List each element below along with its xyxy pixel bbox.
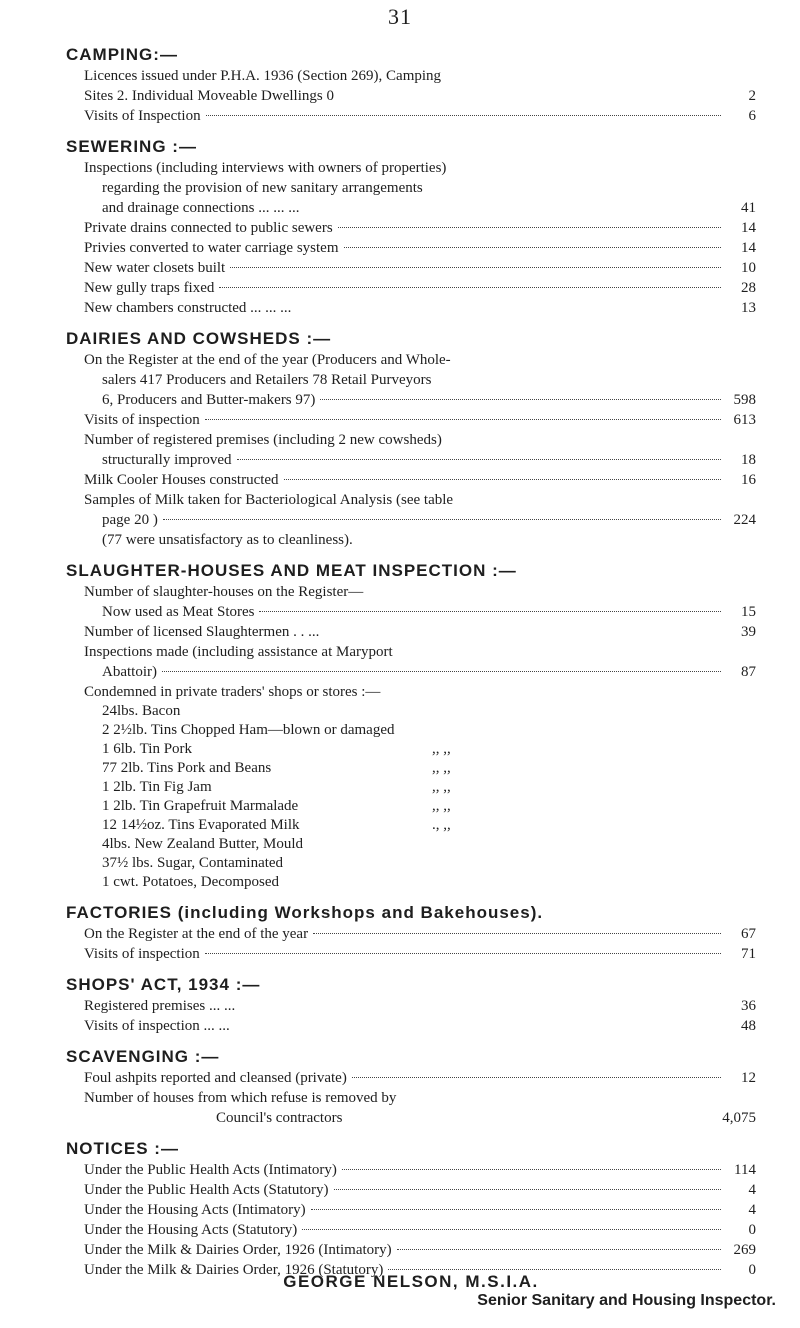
report-row	[66, 530, 756, 550]
dot-leader	[320, 399, 721, 400]
row-label: New chambers constructed ... ... ...	[84, 300, 292, 316]
section-heading: SEWERING :—	[66, 137, 197, 156]
report-row	[66, 582, 756, 602]
signature-block	[66, 1268, 776, 1310]
dot-leader	[313, 933, 721, 934]
report-row	[66, 602, 756, 622]
row-value: 12	[741, 1070, 756, 1086]
report-row	[66, 470, 756, 490]
condemned-item-condition: ,, ,,	[432, 779, 451, 795]
row-label: Registered premises ... ...	[84, 998, 236, 1014]
report-row	[66, 430, 756, 450]
condemned-item	[66, 873, 756, 892]
report-row	[66, 198, 756, 218]
report-row	[66, 622, 756, 642]
row-value: 269	[733, 1242, 756, 1258]
report-row	[66, 410, 756, 430]
section-heading: FACTORIES (including Workshops and Bakehouses).	[66, 903, 544, 922]
report-row	[66, 390, 756, 410]
row-label: Inspections (including interviews with owners of properties)	[84, 160, 447, 176]
section-heading: DAIRIES AND COWSHEDS :—	[66, 329, 332, 348]
condemned-item-name: 24lbs. Bacon	[102, 703, 181, 719]
condemned-item-name: 1 2lb. Tin Grapefruit Marmalade	[102, 798, 299, 814]
row-value: 2	[748, 88, 756, 104]
report-row	[66, 1180, 756, 1200]
condemned-item-name: 2 2½lb. Tins Chopped Ham—blown or damaged	[102, 722, 395, 738]
row-label: regarding the provision of new sanitary arrangements	[102, 180, 423, 196]
row-label: Visits of inspection ... ...	[84, 1018, 230, 1034]
row-value: 4,075	[722, 1110, 756, 1126]
dot-leader	[205, 953, 721, 954]
row-value: 16	[741, 472, 756, 488]
row-value: 114	[734, 1162, 756, 1178]
row-label: Foul ashpits reported and cleansed (private)	[84, 1070, 347, 1086]
report-row	[66, 1200, 756, 1220]
condemned-item-name: 1 2lb. Tin Fig Jam	[102, 779, 212, 795]
report-row	[66, 1016, 756, 1036]
report-row	[66, 350, 756, 370]
row-label: structurally improved	[102, 452, 232, 468]
row-label: Under the Milk & Dairies Order, 1926 (Statutory)	[84, 1262, 384, 1278]
report-row	[66, 1068, 756, 1088]
row-label: Sites 2. Individual Moveable Dwellings 0	[84, 88, 334, 104]
row-label: Number of registered premises (including 2 new cowsheds)	[84, 432, 442, 448]
condemned-item-name: 37½ lbs. Sugar, Contaminated	[102, 855, 284, 871]
row-label: Visits of inspection	[84, 412, 200, 428]
row-label: Number of houses from which refuse is removed by	[84, 1090, 397, 1106]
report-row	[66, 682, 756, 702]
report-row	[66, 106, 756, 126]
dot-leader	[352, 1077, 721, 1078]
condemned-item	[66, 740, 756, 759]
condemned-item	[66, 835, 756, 854]
report-body	[66, 40, 756, 1280]
report-row	[66, 258, 756, 278]
dot-leader	[259, 611, 721, 612]
dot-leader	[219, 287, 721, 288]
dot-leader	[344, 247, 722, 248]
row-label: 6, Producers and Butter-makers 97)	[102, 392, 316, 408]
condemned-item	[66, 854, 756, 873]
condemned-item-condition: ,, ,,	[432, 798, 451, 814]
row-value: 598	[733, 392, 756, 408]
row-label: New water closets built	[84, 260, 226, 276]
report-row	[66, 298, 756, 318]
report-row	[66, 1160, 756, 1180]
row-label: Under the Housing Acts (Intimatory)	[84, 1202, 306, 1218]
row-value: 13	[741, 300, 756, 316]
report-row	[66, 1108, 756, 1128]
row-label: Private drains connected to public sewers	[84, 220, 333, 236]
row-value: 39	[741, 624, 756, 640]
section-heading: SHOPS' ACT, 1934 :—	[66, 975, 261, 994]
condemned-item-name: 12 14½oz. Tins Evaporated Milk	[102, 817, 300, 833]
report-row	[66, 450, 756, 470]
row-value: 48	[741, 1018, 756, 1034]
condemned-item-name: 1 cwt. Potatoes, Decomposed	[102, 874, 280, 890]
row-value: 0	[748, 1262, 756, 1278]
row-label: Milk Cooler Houses constructed	[84, 472, 279, 488]
dot-leader	[162, 671, 721, 672]
row-value: 71	[741, 946, 756, 962]
row-label: Under the Housing Acts (Statutory)	[84, 1222, 298, 1238]
row-value: 10	[741, 260, 756, 276]
row-label: Visits of inspection	[84, 946, 200, 962]
report-row	[66, 1220, 756, 1240]
dot-leader	[284, 479, 721, 480]
condemned-item-condition: ., ,,	[432, 817, 451, 833]
row-value: 14	[741, 220, 756, 236]
row-value: 224	[733, 512, 756, 528]
section-heading: CAMPING:—	[66, 45, 178, 64]
row-value: 4	[748, 1182, 756, 1198]
dot-leader	[334, 1189, 721, 1190]
row-value: 87	[741, 664, 756, 680]
row-label: page 20 )	[102, 512, 158, 528]
signatory-name: GEORGE NELSON, M.S.I.A.	[283, 1272, 539, 1291]
report-row	[66, 924, 756, 944]
dot-leader	[205, 419, 721, 420]
row-label: Number of licensed Slaughtermen . . ...	[84, 624, 320, 640]
section-heading: SCAVENGING :—	[66, 1047, 220, 1066]
condemned-item	[66, 759, 756, 778]
row-value: 67	[741, 926, 756, 942]
report-row	[66, 158, 756, 178]
row-label: Visits of Inspection	[84, 108, 201, 124]
report-row	[66, 218, 756, 238]
row-label: Privies converted to water carriage system	[84, 240, 339, 256]
report-row	[66, 238, 756, 258]
row-label: New gully traps fixed	[84, 280, 215, 296]
report-row	[66, 510, 756, 530]
page-number: 31	[388, 4, 412, 29]
report-row	[66, 996, 756, 1016]
row-label: On the Register at the end of the year	[84, 926, 309, 942]
row-label: and drainage connections ... ... ...	[102, 200, 300, 216]
report-row	[66, 662, 756, 682]
report-row	[66, 178, 756, 198]
row-value: 41	[741, 200, 756, 216]
row-value: 14	[741, 240, 756, 256]
condemned-item-name: 1 6lb. Tin Pork	[102, 741, 193, 757]
row-value: 0	[748, 1222, 756, 1238]
condemned-item	[66, 721, 756, 740]
condemned-item	[66, 702, 756, 721]
row-value: 15	[741, 604, 756, 620]
row-label: Samples of Milk taken for Bacteriological Analysis (see table	[84, 492, 454, 508]
condemned-item	[66, 816, 756, 835]
dot-leader	[342, 1169, 721, 1170]
row-label: Under the Milk & Dairies Order, 1926 (Intimatory)	[84, 1242, 392, 1258]
condemned-item-condition: ,, ,,	[432, 760, 451, 776]
row-value: 613	[733, 412, 756, 428]
row-value: 18	[741, 452, 756, 468]
condemned-item-name: 4lbs. New Zealand Butter, Mould	[102, 836, 304, 852]
row-label: Licences issued under P.H.A. 1936 (Section 269), Camping	[84, 68, 442, 84]
row-label: Condemned in private traders' shops or stores :—	[84, 684, 381, 700]
row-value: 28	[741, 280, 756, 296]
report-row	[66, 370, 756, 390]
row-label: (77 were unsatisfactory as to cleanliness).	[102, 532, 353, 548]
dot-leader	[338, 227, 721, 228]
report-row	[66, 66, 756, 86]
dot-leader	[206, 115, 721, 116]
row-label: Under the Public Health Acts (Intimatory)	[84, 1162, 337, 1178]
row-value: 4	[748, 1202, 756, 1218]
report-row	[66, 1240, 756, 1260]
row-label: Under the Public Health Acts (Statutory)	[84, 1182, 329, 1198]
report-row	[66, 642, 756, 662]
dot-leader	[237, 459, 721, 460]
condemned-item-name: 77 2lb. Tins Pork and Beans	[102, 760, 272, 776]
report-row	[66, 278, 756, 298]
row-label: salers 417 Producers and Retailers 78 Retail Purveyors	[102, 372, 432, 388]
section-heading: NOTICES :—	[66, 1139, 179, 1158]
report-row	[66, 86, 756, 106]
row-label: On the Register at the end of the year (Producers and Whole-	[84, 352, 451, 368]
row-value: 6	[748, 108, 756, 124]
row-label: Number of slaughter-houses on the Register—	[84, 584, 364, 600]
dot-leader	[311, 1209, 721, 1210]
row-value: 36	[741, 998, 756, 1014]
dot-leader	[397, 1249, 721, 1250]
report-row	[66, 490, 756, 510]
row-label: Council's contractors	[216, 1110, 343, 1126]
report-row	[66, 944, 756, 964]
report-row	[66, 1088, 756, 1108]
condemned-item	[66, 797, 756, 816]
row-label: Abattoir)	[102, 664, 157, 680]
row-label: Inspections made (including assistance at Maryport	[84, 644, 393, 660]
condemned-item	[66, 778, 756, 797]
condemned-item-condition: ,, ,,	[432, 741, 451, 757]
dot-leader	[230, 267, 721, 268]
section-heading: SLAUGHTER-HOUSES AND MEAT INSPECTION :—	[66, 561, 517, 580]
dot-leader	[302, 1229, 721, 1230]
signatory-title: Senior Sanitary and Housing Inspector.	[477, 1292, 776, 1309]
row-label: Now used as Meat Stores	[102, 604, 255, 620]
dot-leader	[163, 519, 721, 520]
